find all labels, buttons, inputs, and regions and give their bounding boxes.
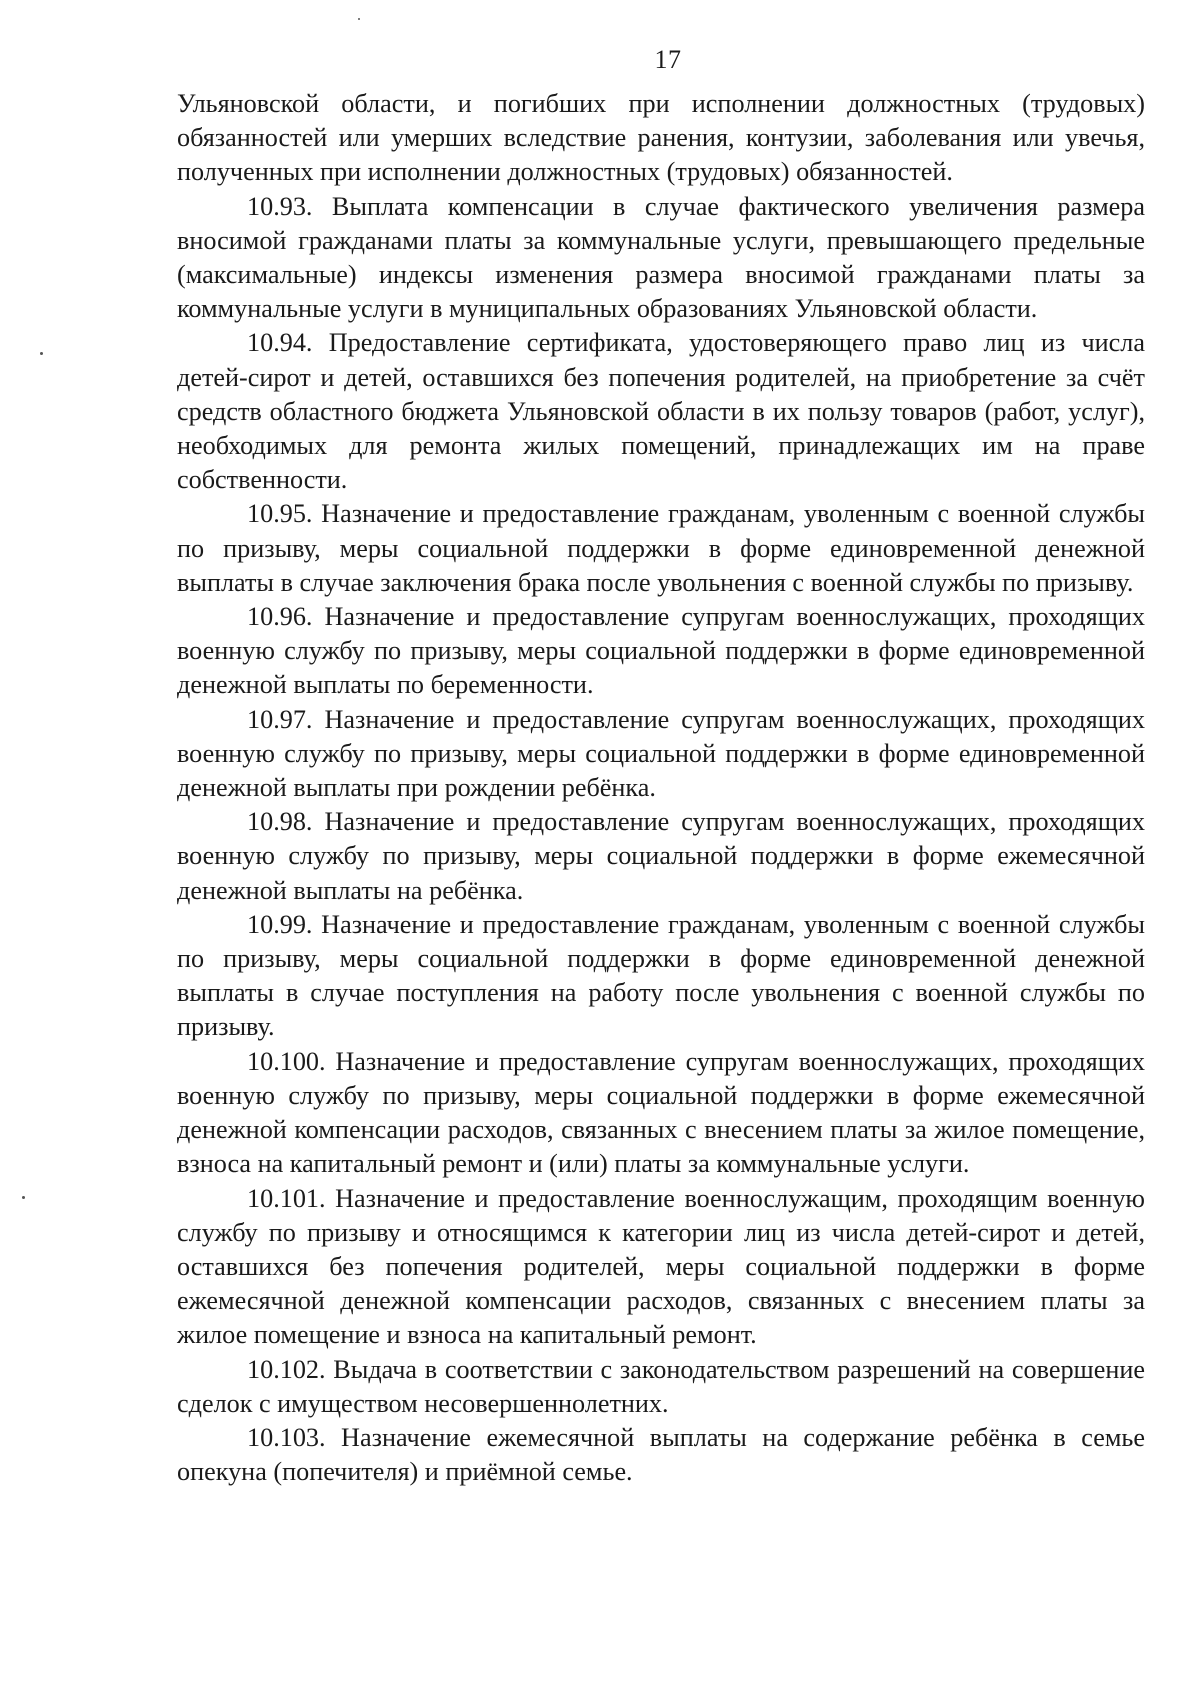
paragraph-10-103: 10.103. Назначение ежемесячной выплаты на содержание ребёнка в семье опекуна (попечителя) и приёмной семье. [177, 1422, 1145, 1487]
paragraph-10-94: 10.94. Предоставление сертификата, удостоверяющего право лиц из числа детей-сирот и детей, оставшихся без попечения родителей, на приобретение за счёт средств областного бюджета Ульяновской области в их пользу товаров (работ, услуг), необходимых для ремонта жилых помещений, принадлежащих им на праве собственности. [177, 328, 1145, 495]
paragraph-10-102: 10.102. Выдача в соответствии с законодательством разрешений на совершение сделок с имуществом несовершеннолетних. [177, 1354, 1145, 1418]
scan-speck [22, 1196, 25, 1199]
page-number: 17 [654, 45, 682, 74]
paragraph-continuation: Ульяновской области, и погибших при исполнении должностных (трудовых) обязанностей или умерших вследствие ранения, контузии, заболевания или увечья, полученных при исполнении должностных (трудовых) обязанностей. [177, 89, 1145, 187]
paragraph-10-100: 10.100. Назначение и предоставление супругам военнослужащих, проходящих военную службу по призыву, меры социальной поддержки в форме ежемесячной денежной компенсации расходов, связанных с внесением платы за жилое помещение, взноса на капитальный ремонт и (или) платы за коммунальные услуги. [177, 1046, 1145, 1179]
paragraph-10-96: 10.96. Назначение и предоставление супругам военнослужащих, проходящих военную службу по призыву, меры социальной поддержки в форме единовременной денежной выплаты по беременности. [177, 602, 1145, 700]
paragraph-10-101: 10.101. Назначение и предоставление военнослужащим, проходящим военную службу по призыву и относящимся к категории лиц из числа детей-сирот и детей, оставшихся без попечения родителей, меры социальной поддержки в форме ежемесячной денежной компенсации расходов, связанных с внесением платы за жилое помещение и взноса на капитальный ремонт. [177, 1183, 1145, 1350]
paragraph-10-93: 10.93. Выплата компенсации в случае фактического увеличения размера вносимой гражданами платы за коммунальные услуги, превышающего предельные (максимальные) индексы изменения размера вносимой гражданами платы за коммунальные услуги в муниципальных образованиях Ульяновской области. [177, 191, 1145, 324]
paragraph-10-95: 10.95. Назначение и предоставление гражданам, уволенным с военной службы по призыву, меры социальной поддержки в форме единовременной денежной выплаты в случае заключения брака после увольнения с военной службы по призыву. [177, 499, 1145, 597]
paragraph-10-98: 10.98. Назначение и предоставление супругам военнослужащих, проходящих военную службу по призыву, меры социальной поддержки в форме ежемесячной денежной выплаты на ребёнка. [177, 807, 1145, 905]
document-body [177, 87, 1145, 1489]
scan-speck [40, 352, 43, 355]
scan-speck [358, 18, 360, 20]
paragraph-10-99: 10.99. Назначение и предоставление гражданам, уволенным с военной службы по призыву, меры социальной поддержки в форме единовременной денежной выплаты в случае поступления на работу после увольнения с военной службы по призыву. [177, 909, 1145, 1042]
paragraph-10-97: 10.97. Назначение и предоставление супругам военнослужащих, проходящих военную службу по призыву, меры социальной поддержки в форме единовременной денежной выплаты при рождении ребёнка. [177, 704, 1145, 803]
